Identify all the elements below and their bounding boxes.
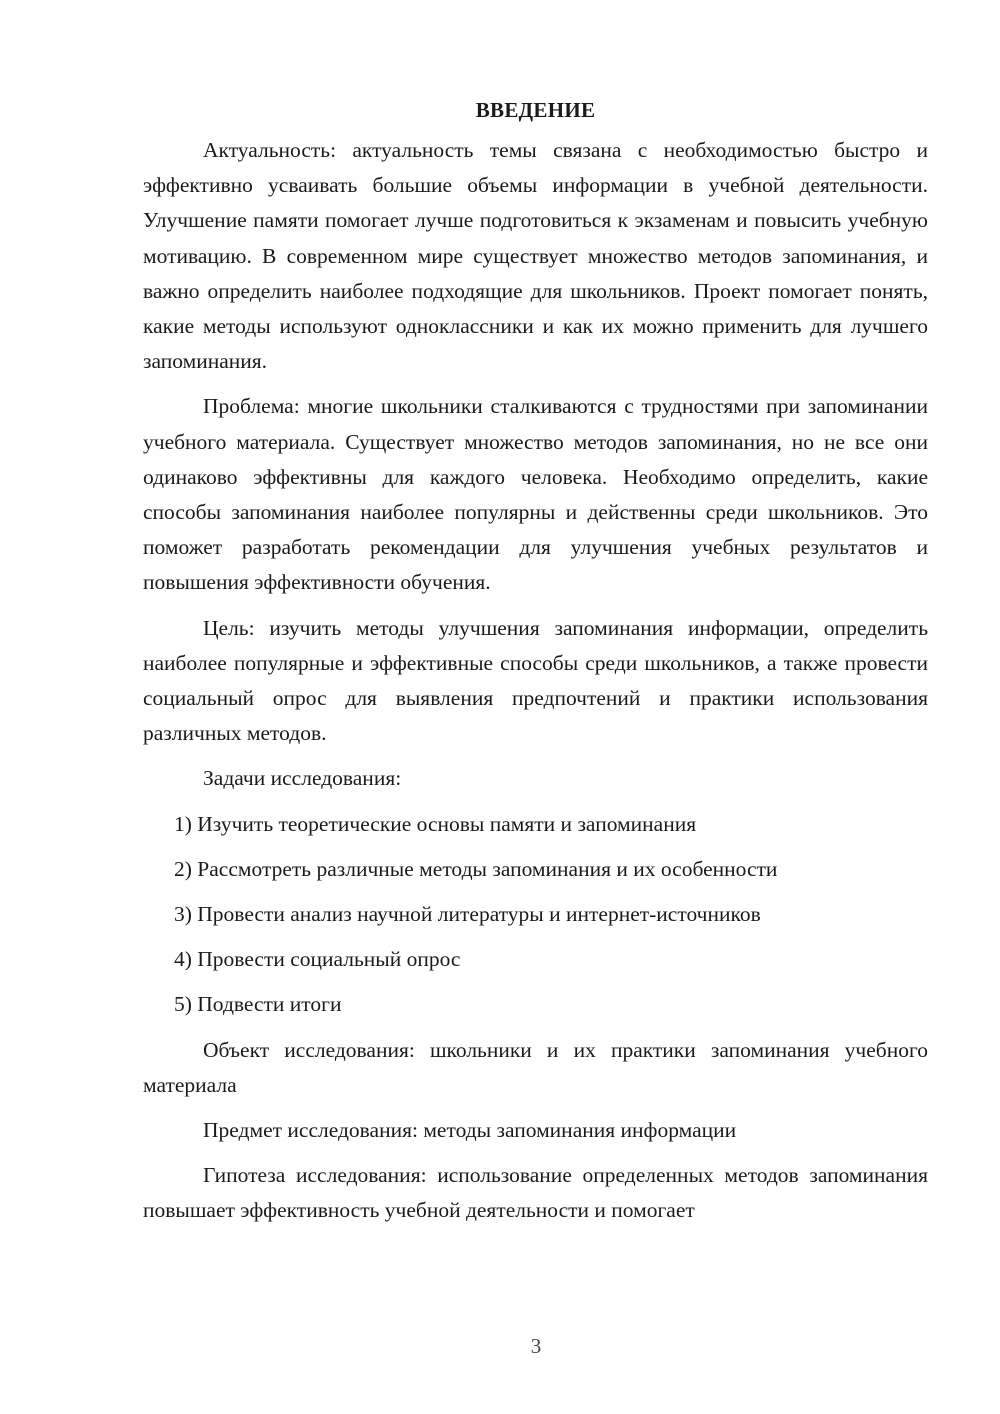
page-number: 3	[530, 1334, 542, 1358]
page-content	[143, 92, 928, 1239]
paragraph-hypothesis: Гипотеза исследования: использование определенных методов запоминания повышает эффективность учебной деятельности и помогает	[143, 1163, 928, 1223]
list-item: 5) Подвести итоги	[174, 992, 342, 1017]
page-title: ВВЕДЕНИЕ	[475, 98, 596, 122]
list-item: 4) Провести социальный опрос	[174, 947, 461, 972]
paragraph-tasks-heading: Задачи исследования:	[203, 766, 402, 791]
paragraph-relevance: Актуальность: актуальность темы связана с необходимостью быстро и эффективно усваивать большие объемы информации в учебной деятельности. Улучшение памяти помогает лучше подготовиться к экзаменам и повысить учебную мотивацию. В современном мире существует множество методов запоминания, и важно определить наиболее подходящие для школьников. Проект помогает понять, какие методы используют одноклассники и как их можно применить для лучшего запоминания.	[143, 138, 928, 374]
paragraph-object: Объект исследования: школьники и их практики запоминания учебного материала	[143, 1037, 928, 1097]
list-item: 1) Изучить теоретические основы памяти и запоминания	[174, 811, 697, 836]
tasks-list	[143, 807, 928, 1023]
paragraph-subject: Предмет исследования: методы запоминания информации	[203, 1118, 737, 1143]
paragraph-problem: Проблема: многие школьники сталкиваются с трудностями при запоминании учебного материала. Существует множество методов запоминания, но не все они одинаково эффективны для каждого человека. Необходимо определить, какие способы запоминания наиболее популярны и действенны среди школьников. Это поможет разработать рекомендации для улучшения учебных результатов и повышения эффективности обучения.	[143, 394, 928, 595]
paragraph-goal: Цель: изучить методы улучшения запоминания информации, определить наиболее популярные и эффективные способы среди школьников, а также провести социальный опрос для выявления предпочтений и практики использования различных методов.	[143, 615, 928, 746]
list-item: 2) Рассмотреть различные методы запоминания и их особенности	[174, 856, 778, 881]
list-item: 3) Провести анализ научной литературы и интернет-источников	[174, 902, 761, 927]
